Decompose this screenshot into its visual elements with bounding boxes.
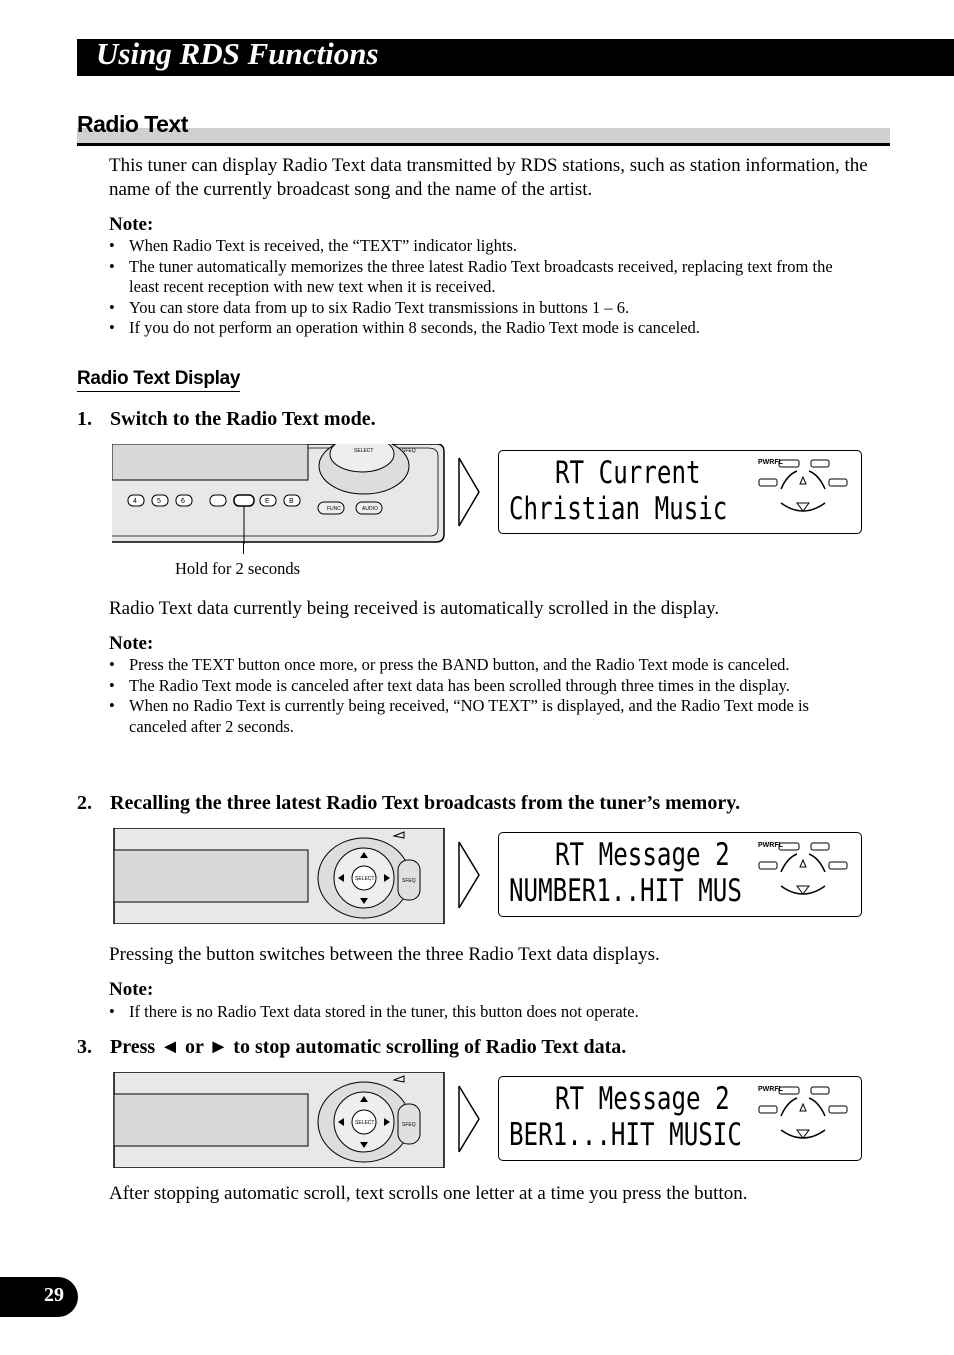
section-title: Radio Text <box>77 111 188 137</box>
page-title: Using RDS Functions <box>96 36 379 71</box>
button-label: B <box>289 498 294 505</box>
button-label: E <box>265 498 270 505</box>
list-item: • The Radio Text mode is canceled after text data has been scrolled through three times in the display. <box>109 676 859 697</box>
select-label: SELECT <box>354 448 374 454</box>
head-unit-illustration-3 <box>112 1072 446 1168</box>
step-3: 3. Press ◄ or ► to stop automatic scrolling of Radio Text data. <box>77 1036 627 1058</box>
list-item: • The tuner automatically memorizes the three latest Radio Text broadcasts received, replacing text from the least recent reception with new text when it is received. <box>109 257 859 298</box>
section-rule <box>77 143 890 146</box>
list-item: • Press the TEXT button once more, or press the BAND button, and the Radio Text mode is canceled. <box>109 655 859 676</box>
sfeq-label: SFEQ <box>402 1122 416 1128</box>
lcd-line-2: Christian Music <box>509 491 728 527</box>
lcd-display-2 <box>498 832 862 917</box>
arrow-right-icon <box>456 1084 482 1154</box>
pwrfl-label: PWRFL <box>758 1086 783 1093</box>
lcd-display-3 <box>498 1076 862 1161</box>
lcd-line-2: BER1...HIT MUSIC <box>509 1117 742 1153</box>
lcd-line-1: RT Current <box>555 455 701 491</box>
pwrfl-label: PWRFL <box>758 842 783 849</box>
indicator-icon <box>757 457 853 521</box>
note-label: Note: <box>109 214 154 235</box>
step-2: 2. Recalling the three latest Radio Text broadcasts from the tuner’s memory. <box>77 792 741 814</box>
note-list-3 <box>109 1002 859 1023</box>
sfeq-label: SFEQ <box>402 448 416 454</box>
button-label: 4 <box>133 498 137 505</box>
head-unit-illustration-2 <box>112 828 446 924</box>
note-label: Note: <box>109 979 154 1000</box>
list-item: • When Radio Text is received, the “TEXT” indicator lights. <box>109 236 859 257</box>
lcd-display-1 <box>498 450 862 534</box>
button-label: 5 <box>157 498 161 505</box>
list-item: • When no Radio Text is currently being received, “NO TEXT” is displayed, and the Radio Text mode is canceled after 2 seconds. <box>109 696 859 737</box>
arrow-right-icon <box>456 456 482 528</box>
indicator-icon <box>757 840 853 904</box>
func-label: FUNC <box>327 506 341 512</box>
page-number: 29 <box>44 1284 64 1306</box>
lcd-line-1: RT Message 2 <box>555 1081 730 1117</box>
callout-line <box>243 543 244 554</box>
page-number-tab <box>0 1277 78 1317</box>
paragraph-2: Radio Text data currently being received is automatically scrolled in the display. <box>109 598 720 619</box>
section-bar <box>77 128 890 143</box>
button-label: 6 <box>181 498 185 505</box>
list-item: • If there is no Radio Text data stored in the tuner, this button does not operate. <box>109 1002 859 1023</box>
paragraph-4: After stopping automatic scroll, text scrolls one letter at a time you press the button. <box>109 1183 748 1204</box>
sfeq-label: SFEQ <box>402 878 416 884</box>
intro-paragraph: This tuner can display Radio Text data transmitted by RDS stations, such as station information, the name of the currently broadcast song and the name of the artist. <box>109 155 868 200</box>
list-item: • If you do not perform an operation within 8 seconds, the Radio Text mode is canceled. <box>109 318 859 339</box>
select-label: SELECT <box>355 876 375 882</box>
lcd-line-1: RT Message 2 <box>555 837 730 873</box>
subsection-title: Radio Text Display <box>77 368 240 392</box>
indicator-icon <box>757 1084 853 1148</box>
note-list-1 <box>109 236 859 339</box>
pwrfl-label: PWRFL <box>758 459 783 466</box>
hold-caption: Hold for 2 seconds <box>175 559 301 578</box>
step-1: 1. Switch to the Radio Text mode. <box>77 408 376 430</box>
head-unit-illustration-1 <box>112 444 446 544</box>
note-label: Note: <box>109 633 154 654</box>
select-label: SELECT <box>355 1120 375 1126</box>
list-item: • You can store data from up to six Radio Text transmissions in buttons 1 – 6. <box>109 298 859 319</box>
paragraph-3: Pressing the button switches between the three Radio Text data displays. <box>109 944 660 965</box>
lcd-line-2: NUMBER1..HIT MUS <box>509 873 742 909</box>
note-list-2 <box>109 655 859 737</box>
arrow-right-icon <box>456 840 482 910</box>
audio-label: AUDIO <box>362 506 378 512</box>
